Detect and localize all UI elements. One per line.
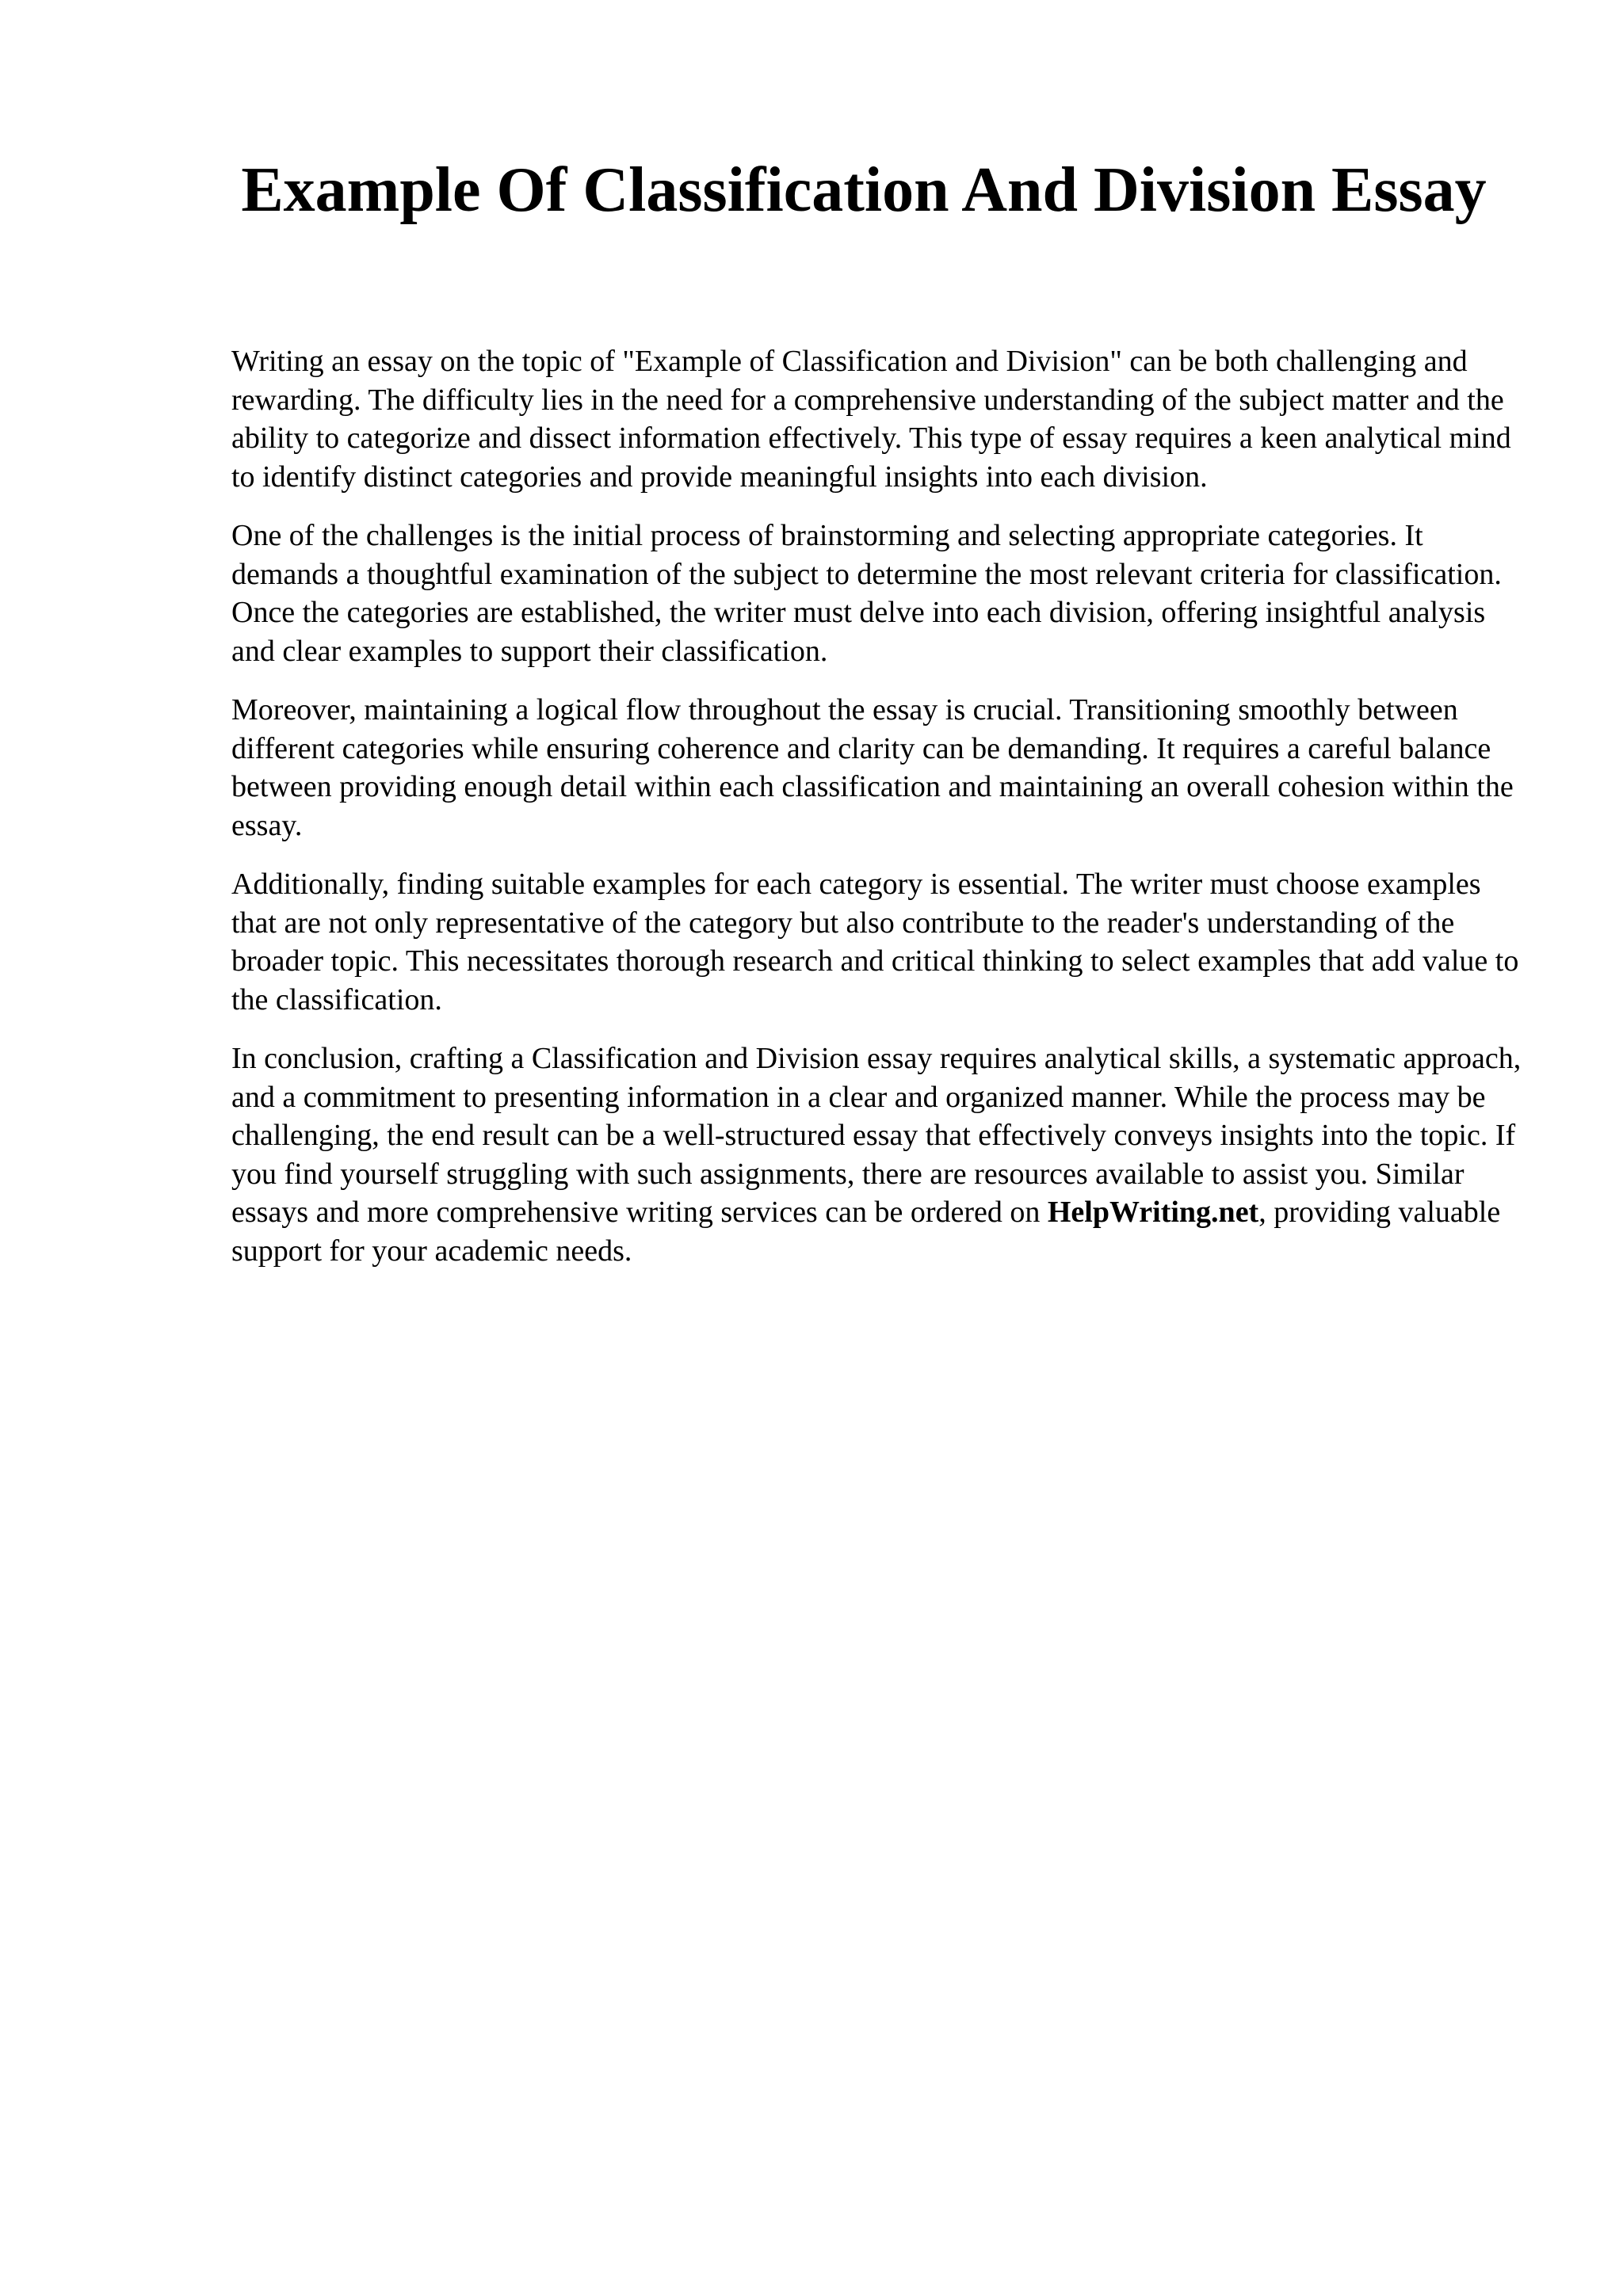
paragraph-3: Moreover, maintaining a logical flow throughout the essay is crucial. Transitioning smoothly between different categories while ensuring coherence and clarity can be demanding. It requires a careful balance between providing enough detail within each classification and maintaining an overall cohesion within the essay. [231, 693, 1514, 842]
conclusion-text-after-link: , providing valuable support for your academic needs. [231, 1196, 1501, 1268]
document-body [231, 342, 1531, 1291]
helpwriting-link[interactable]: HelpWriting.net [1047, 1196, 1259, 1229]
paragraph-conclusion [231, 1039, 1531, 1270]
paragraph-1: Writing an essay on the topic of "Example of Classification and Division" can be both challenging and rewarding. The difficulty lies in the need for a comprehensive understanding of the subject matter and the ability to categorize and dissect information effectively. This type of essay requires a keen analytical mind to identify distinct categories and provide meaningful insights into each division. [231, 345, 1511, 494]
document-title: Example Of Classification And Division Essay [241, 155, 1487, 225]
paragraph-4: Additionally, finding suitable examples for each category is essential. The writer must choose examples that are not only representative of the category but also contribute to the reader's understanding of the broader topic. This necessitates thorough research and critical thinking to select examples that add value to the classification. [231, 868, 1519, 1016]
paragraph-2: One of the challenges is the initial process of brainstorming and selecting appropriate categories. It demands a thoughtful examination of the subject to determine the most relevant criteria for classification. Once the categories are established, the writer must delve into each division, offering insightful analysis and clear examples to support their classification. [231, 519, 1502, 668]
conclusion-text-before-link: In conclusion, crafting a Classification and Division essay requires analytical skills, a systematic approach, and a commitment to presenting information in a clear and organized manner. While the process may be challenging, the end result can be a well-structured essay that effectively conveys insights into the topic. If you find yourself struggling with such assignments, there are resources available to assist you. Similar essays and more comprehensive writing services can be ordered on [231, 1042, 1522, 1229]
